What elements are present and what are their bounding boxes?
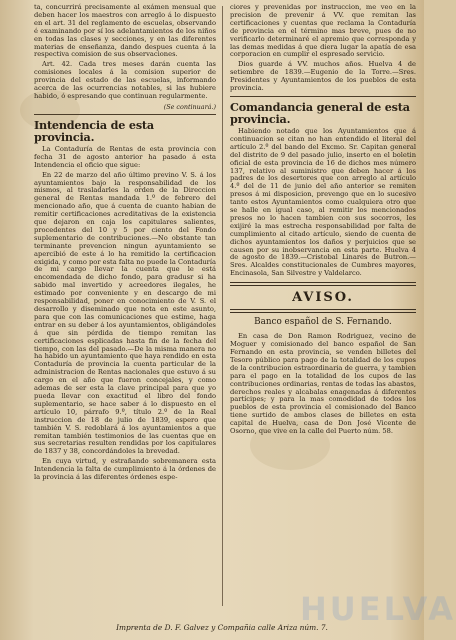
section-divider xyxy=(230,96,416,97)
right-intro-paragraph: ciores y prevenidas por instruccion, me veo en la precision de prevenir á VV. que remitan las certificaciones y cuentas que reclama la Contaduría de provincia en el término mas breve, pues de no verificarlo determinaré el apremio que corresponda y las demas medidas á que diera lugar la apatía de esa corporacion en cumplir el espresado servicio. xyxy=(230,3,416,59)
right-column xyxy=(230,4,416,614)
aviso-top-rule xyxy=(230,282,416,286)
comandancia-heading: Comandancia general de esta provincia. xyxy=(230,99,410,126)
library-watermark: HUELVA xyxy=(300,590,456,628)
right-intro-paragraph: Dios guarde á VV. muchos años. Huelva 4 de setiembre de 1839.—Eugenio de la Torre.—Sres. Presidentes y Ayuntamientos de los pueblos de esta provincia. xyxy=(230,60,416,93)
section-divider xyxy=(34,114,216,115)
comandancia-paragraph: Habiendo notado que los Ayuntamientos que á continuacion se citan no han entendido el literal del artículo 2.º del bando del Excmo. Sr. Capitan general del distrito de 9 del pasado julio, inserto en el boletin oficial de esta provincia de 16 de dichos mes número 137, relativo al suministro que deben hacer á los padres de los desertores que con arreglo al artículo 4.º del de 11 de junio del año anterior se remiten presos á mi disposicion, prevengo que en lo sucesivo tanto estos Ayuntamientos como cualquiera otro que se halle en igual caso, al remitir los mencionados presos no lo hacen tambien con sus socorros, les exijiré la mas estrecha responsabilidad por falta de cumplimiento al citado artículo, siendo de cuenta de dichos ayuntamientos los daños y perjuicios que se causen por su inobservancia en esta parte. Huelva 4 de agosto de 1839.—Cristobal Linares de Butron.—Sres. Alcaldes constitucionales de Cumbres mayores, Encinasola, San Silvestre y Valdelarco. xyxy=(230,126,416,278)
continuara-note: (Se continuará.) xyxy=(163,102,216,111)
intendencia-paragraph: La Contaduría de Rentas de esta provincia con fecha 31 de agosto anterior ha pasado á esta Intendencia el oficio que sigue: xyxy=(34,144,216,169)
intendencia-heading: Intendencia de esta provincia. xyxy=(34,117,154,144)
intendencia-paragraph: En 22 de marzo del año último previno V. S. á los ayuntamientos bajo la responsabilidad de los mismos, al trasladarles la orden de la Direccion general de Rentas mandada 1.º de febrero del mencionado año, que á cuenta de cuanto habian de remitir certificaciones acreditativas de la existencia que dejaron en caja los capitulares salientes, procedentes del 10 y 5 por ciento del Fondo suplementario de contribuciones.—No obstante tan terminante prevencion ningun ayuntamiento se apercibió de este á lo ha remitido la certificacion exigida, y como por esta falta no puede la Contaduría de mi cargo llevar la cuenta que le está encomendada de dicho fondo, para gradusr si ha sabido mal invertido y acreedores ilegales, he estimado por conveniente y en descargo de mi responsabilidad, poner en conocimiento de V. S. el desarrollo y diseminado que nota en este asunto, para que con las comunicaciones que estime, haga entrar en su deber á los ayuntamientos, obligándoles á que sin pérdida de tiempo remitan las certificaciones esplicadas hasta fin de la fecha del tiempo, con las del pasado.—De la misma manera no ha habido un ayuntamiento que haya rendido en esta Contaduría de provincia la cuenta particular de la administracion de Rentas nacionales que estuvo á su cargo en el año que fueron concejales, y como ademas de ser esta la clave principal para que yo pueda llevar con exactitud el libro del fondo suplementario, se hace saber á lo dispuesto en el artículo 10, párrafo 9.º, título 2.º de la Real instruccion de 18 de julio de 1839, espero que también V. S. redoblará á los ayuntamientos a que remitan también testimonios de las cuentas que en sus secretarias resulten rendidas por los capitulares de 1837 y 38, concordándoles la brevedad. xyxy=(34,170,216,456)
column-divider xyxy=(222,6,223,606)
intendencia-paragraph: En cuya virtud, y estrañando sobremanera esta Intendencia la falta de cumplimiento á la órdenes de la provincia á las diferentes órdenes espe- xyxy=(34,457,216,482)
left-column xyxy=(34,4,216,614)
left-intro-paragraph: ta, concurrirá precisamente al exámen mensual que deben hacer los maestros con arreglo á lo dispuesto en el art. 31 del reglamento de escuelas, observando é examinando por sí los adelantamientos de los niños en todas las clases y secciones, y en las diferentes materias de enseñanza, dando despues cuenta á la respectiva comision de sus observaciones. xyxy=(34,3,216,59)
banco-title: Banco español de S. Fernando. xyxy=(254,317,392,328)
left-intro-paragraph: Art. 42. Cada tres meses darán cuenta las comisiones locales á la comision superior de provincia del estado de las escuelas, informando acerca de las ocurrencias notables, si las hubiere habido, ó espresando que continuan regularmente. xyxy=(34,60,216,100)
aviso-bottom-rule xyxy=(230,309,416,313)
banco-paragraph: En casa de Don Ramon Rodriguez, vecino de Moguer y comisionado del banco español de San Fernando en esta provincia, se venden billetes del Tesoro público para pago de la totalidad de los cupos de la contribucion estraordinaria de guerra, y tambien para el pago en la totalidad de los cupos de las contribuciones ordinarias, rentas de todas las abastos, derechos reales y alcabalas enagenadas á diferentes partícipes; y para la mas comodidad de todos los pueblos de esta provincia el comisionado del Banco tiene surtido de ambos clases de billetes en esta capital de Huelva, casa de Don José Vicente de Osorno, que vive en la calle del Puerto núm. 58. xyxy=(230,332,416,436)
aviso-heading: AVISO. xyxy=(292,290,354,306)
printer-imprint: Imprenta de D. F. Galvez y Compañia calle Ariza núm. 7. xyxy=(116,623,328,632)
